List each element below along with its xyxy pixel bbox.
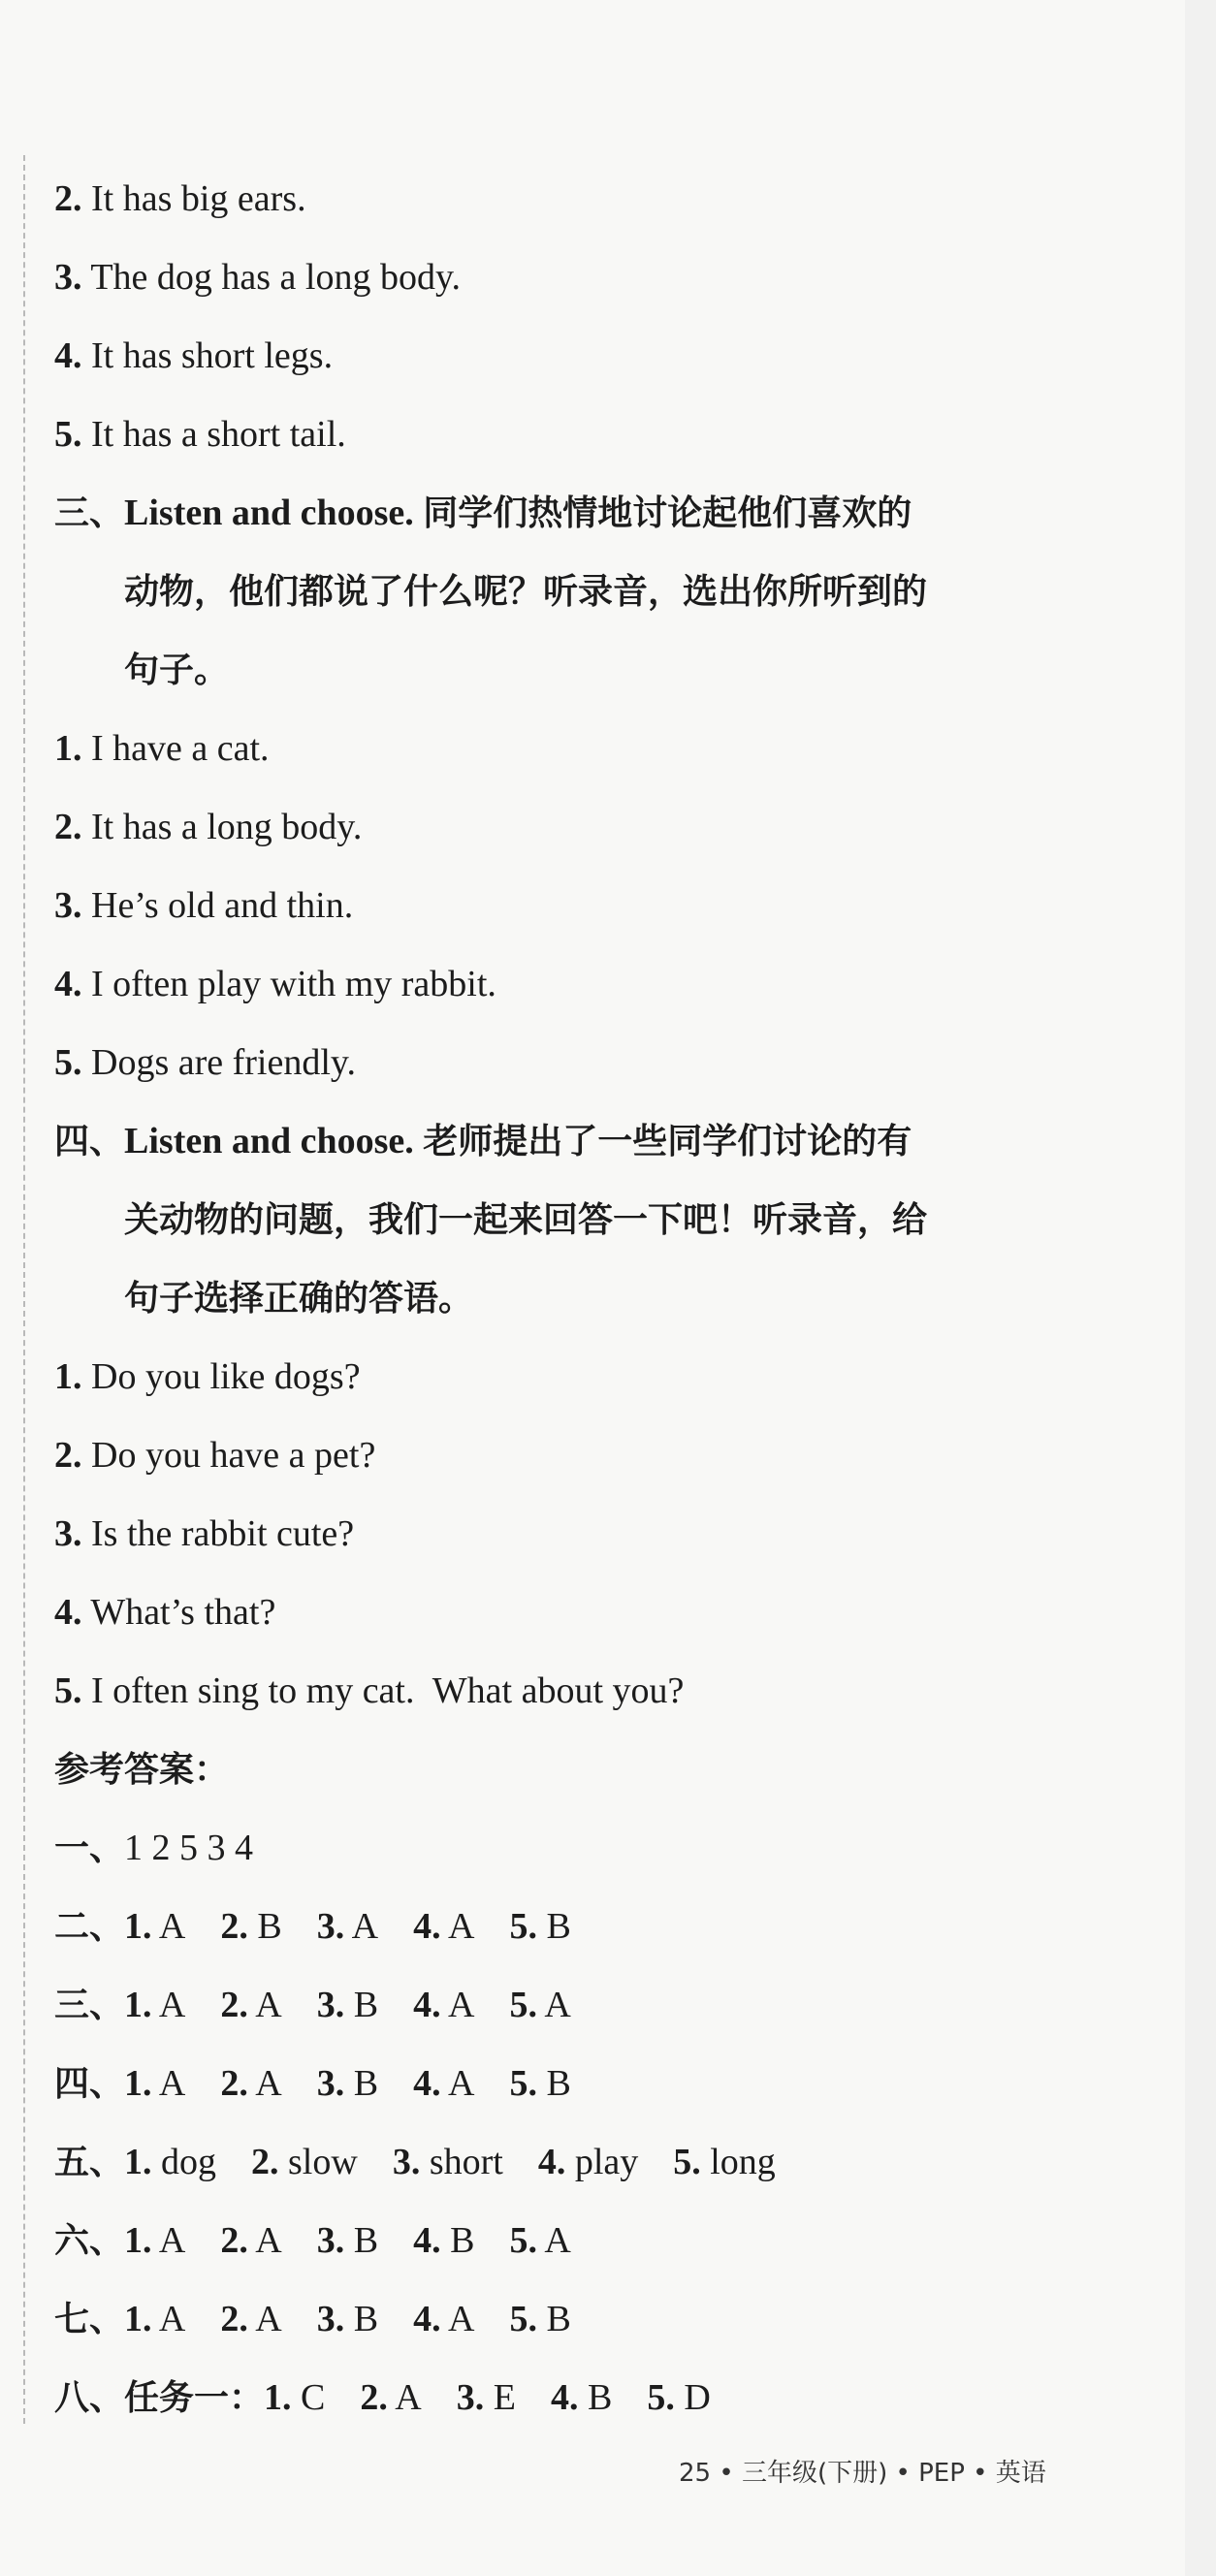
answer-item: 1. A xyxy=(124,2220,186,2261)
answer-item: 5. D xyxy=(647,2377,711,2418)
answer-item: 2. A xyxy=(360,2377,422,2418)
list-item: 1. I have a cat. xyxy=(54,728,270,769)
list-item: 3. He’s old and thin. xyxy=(54,885,354,926)
answer-item: 2. slow xyxy=(251,2142,358,2182)
answer-item: 3. B xyxy=(316,2220,379,2261)
answer-item: 4. play xyxy=(537,2142,639,2182)
part4-heading: 四、Listen and choose. 老师提出了一些同学们讨论的有 关动物的问题，我们一起来回答一下吧！听录音，给 句子选择正确的答语。 xyxy=(54,1121,928,1319)
list-item: 4. It has short legs. xyxy=(54,335,334,376)
list-item: 1. Do you like dogs? xyxy=(54,1356,361,1397)
answer-item: 4. A xyxy=(413,1906,475,1947)
answer-row-prefix: 四、 xyxy=(54,2064,125,2104)
answer-item: 1. A xyxy=(124,2299,186,2339)
answer-item: 3. short xyxy=(392,2142,503,2182)
answer-item: 3. B xyxy=(316,2063,379,2104)
answer-item: 5. B xyxy=(509,2063,571,2104)
answer-item: 3. E xyxy=(456,2377,516,2418)
answer-row xyxy=(54,2123,1102,2202)
part3-heading: 三、Listen and choose. 同学们热情地讨论起他们喜欢的 动物，他们都说了什么呢？听录音，选出你所听到的 句子。 xyxy=(54,493,928,690)
answer-item: 2. B xyxy=(220,1906,282,1947)
page-content xyxy=(54,160,1102,2437)
part3-list xyxy=(54,710,1102,1102)
list-item: 2. Do you have a pet? xyxy=(54,1435,376,1476)
list-item: 5. It has a short tail. xyxy=(54,414,346,455)
answer-item: 5. A xyxy=(509,1985,571,2025)
answer-row xyxy=(54,2045,1102,2123)
answer-row-prefix: 三、 xyxy=(54,1986,125,2025)
answer-row-prefix: 五、 xyxy=(54,2143,125,2182)
answer-row xyxy=(54,1966,1102,2045)
answer-item: 1. C xyxy=(264,2377,326,2418)
answer-item: 3. A xyxy=(316,1906,379,1947)
list-item: 4. I often play with my rabbit. xyxy=(54,964,496,1004)
margin-divider xyxy=(23,155,25,2424)
answer-row xyxy=(54,2202,1102,2280)
answer-item: 1. A xyxy=(124,1985,186,2025)
answer-item: 2. A xyxy=(220,2063,282,2104)
answer-item: 3. B xyxy=(316,1985,379,2025)
list-item: 3. Is the rabbit cute? xyxy=(54,1513,355,1554)
list-item: 3. The dog has a long body. xyxy=(54,257,462,298)
answer-row xyxy=(54,1888,1102,1966)
answer-item: 1. A xyxy=(124,1906,186,1947)
answer-item: 4. A xyxy=(413,2063,475,2104)
answer-item: 4. B xyxy=(413,2220,475,2261)
answer-item: 4. A xyxy=(413,1985,475,2025)
answer-item: 5. B xyxy=(509,1906,571,1947)
answer-item: 5. B xyxy=(509,2299,571,2339)
answer-item: 3. B xyxy=(316,2299,379,2339)
answer-row xyxy=(54,2359,1102,2437)
answer-row-prefix: 六、 xyxy=(54,2221,125,2261)
answer-item: 1. A xyxy=(124,2063,186,2104)
answer-row xyxy=(54,2280,1102,2359)
part4-list xyxy=(54,1338,1102,1731)
list-item: 2. It has big ears. xyxy=(54,178,306,219)
answer-item: 1. dog xyxy=(124,2142,217,2182)
answer-item: 5. long xyxy=(673,2142,776,2182)
answer-rows xyxy=(54,1888,1102,2437)
answer-row: 一、1 2 5 3 4 xyxy=(54,1828,254,1868)
list-item: 5. I often sing to my cat. What about you? xyxy=(54,1670,685,1711)
answers-title: 参考答案： xyxy=(54,1750,230,1790)
answer-item: 4. A xyxy=(413,2299,475,2339)
answer-row-prefix: 八、任务一： xyxy=(54,2378,265,2418)
list-item: 4. What’s that? xyxy=(54,1592,276,1633)
answer-item: 2. A xyxy=(220,1985,282,2025)
answer-item: 5. A xyxy=(509,2220,571,2261)
answer-row-prefix: 七、 xyxy=(54,2300,125,2339)
page-footer: 25 • 三年级(下册) • PEP • 英语 xyxy=(679,2459,1046,2488)
answer-item: 2. A xyxy=(220,2299,282,2339)
part2-list xyxy=(54,160,1102,474)
answer-item: 4. B xyxy=(550,2377,613,2418)
answer-row-prefix: 二、 xyxy=(54,1907,125,1947)
answer-item: 2. A xyxy=(220,2220,282,2261)
list-item: 2. It has a long body. xyxy=(54,807,363,847)
list-item: 5. Dogs are friendly. xyxy=(54,1042,356,1083)
